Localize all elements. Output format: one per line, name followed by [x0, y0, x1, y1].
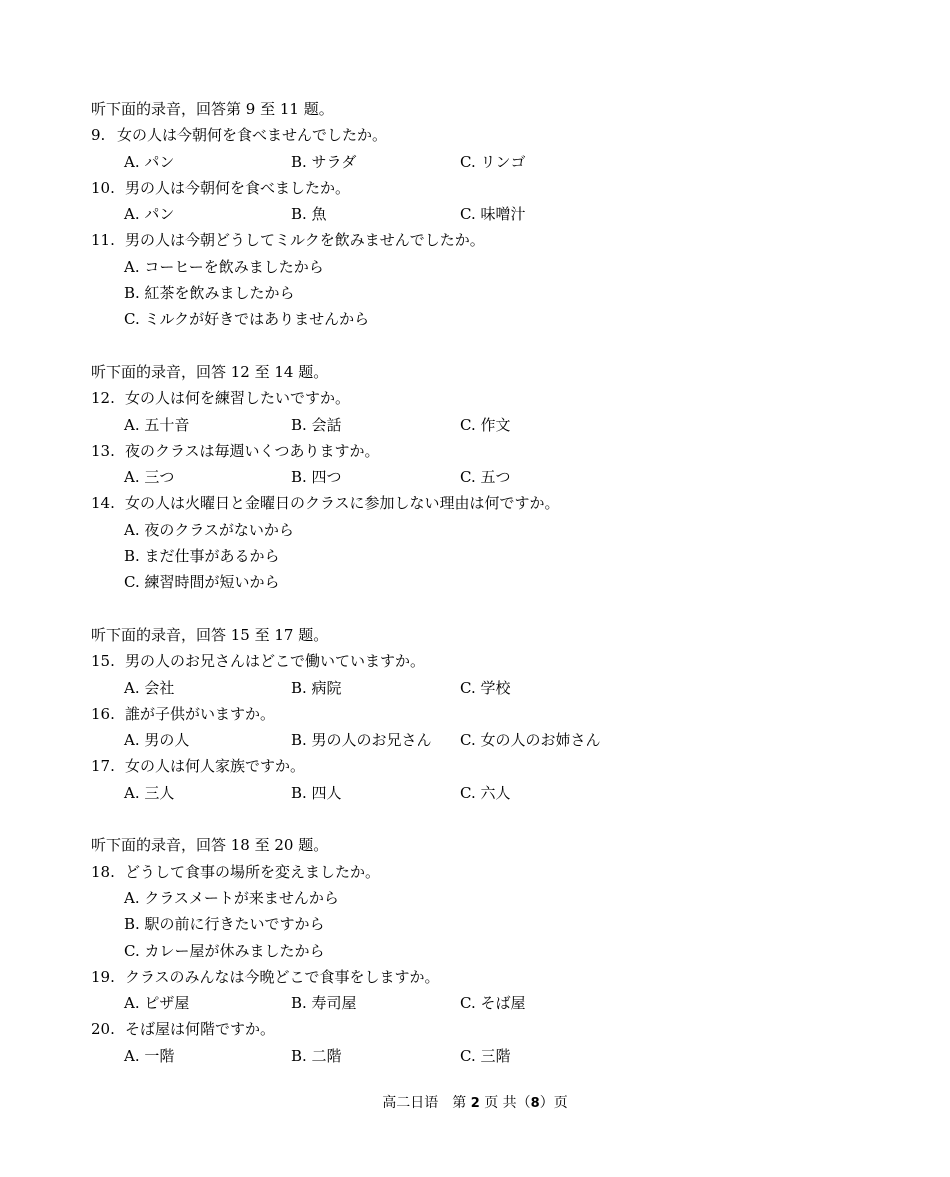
section-heading: 听下面的录音，回答 12 至 14 题。	[91, 362, 329, 381]
footer-total-pages: 8	[530, 1096, 540, 1111]
question-text: どうして食事の場所を変えましたか。	[125, 862, 381, 881]
answer-option-a: A. 三人	[124, 783, 175, 802]
question-number: 9.	[91, 126, 106, 145]
footer-prefix: 高二日语 第	[382, 1095, 467, 1111]
answer-option-b: B. 四人	[291, 783, 342, 802]
question-number: 10.	[91, 178, 115, 197]
answer-option-b: B. 二階	[291, 1046, 342, 1065]
answer-option-c: C. 五つ	[460, 468, 511, 487]
question-number: 14.	[91, 494, 115, 513]
answer-option-a: A. コーヒーを飲みましたから	[124, 257, 324, 276]
section-gap	[91, 596, 871, 622]
answer-option-a: A. パン	[124, 152, 175, 171]
question	[91, 964, 871, 990]
answer-option-b: B. 四つ	[291, 468, 342, 487]
answer-option-a: A. ピザ屋	[124, 994, 190, 1013]
question	[91, 122, 871, 148]
answer-option-c: C. 練習時間が短いから	[124, 573, 280, 592]
answer-option-c: C. リンゴ	[460, 152, 526, 171]
answer-option-c: C. そば屋	[460, 994, 526, 1013]
answer-option-a: A. クラスメートが来ませんから	[124, 888, 339, 907]
answer-option-c: C. 三階	[460, 1046, 511, 1065]
answer-option-b: B. 会話	[291, 415, 342, 434]
question-number: 18.	[91, 862, 115, 881]
answer-option-c: C. 女の人のお姉さん	[460, 731, 601, 750]
option-row	[91, 675, 871, 701]
question-text: 女の人は何人家族ですか。	[125, 757, 306, 776]
answer-option-a: A. 五十音	[124, 415, 190, 434]
answer-option-a: A. 会社	[124, 678, 175, 697]
question-number: 16.	[91, 704, 115, 723]
option-row	[91, 464, 871, 490]
option-row	[91, 149, 871, 175]
question	[91, 175, 871, 201]
question	[91, 385, 871, 411]
page-footer	[0, 1093, 950, 1114]
exam-content	[91, 96, 871, 1069]
section-heading: 听下面的录音，回答 15 至 17 题。	[91, 625, 329, 644]
section-gap	[91, 333, 871, 359]
question-text: 夜のクラスは毎週いくつありますか。	[125, 441, 380, 460]
answer-option-a: A. 一階	[124, 1046, 175, 1065]
answer-option-b: B. 駅の前に行きたいですから	[124, 915, 325, 934]
question	[91, 859, 871, 885]
answer-option-b: B. 男の人のお兄さん	[291, 731, 432, 750]
question-number: 20.	[91, 1020, 115, 1039]
footer-suffix: ）页	[539, 1095, 568, 1111]
option-row	[91, 201, 871, 227]
answer-option-a: A. 三つ	[124, 468, 175, 487]
answer-option-b: B. 紅茶を飲みましたから	[124, 284, 295, 303]
footer-page-number: 2	[470, 1096, 480, 1111]
question-text: 女の人は今朝何を食べませんでしたか。	[117, 126, 388, 145]
answer-option-b: B. 病院	[291, 678, 342, 697]
answer-option-c: C. 六人	[460, 783, 511, 802]
answer-option-a: A. 夜のクラスがないから	[124, 520, 294, 539]
footer-middle: 页 共（	[484, 1095, 531, 1111]
question-text: そば屋は何階ですか。	[125, 1020, 276, 1039]
question	[91, 753, 871, 779]
question	[91, 490, 871, 516]
question	[91, 1016, 871, 1042]
option-row	[91, 1043, 871, 1069]
question-text: 女の人は火曜日と金曜日のクラスに参加しない理由は何ですか。	[125, 494, 560, 513]
question-number: 15.	[91, 652, 115, 671]
section-gap	[91, 806, 871, 832]
answer-option-b: B. 寿司屋	[291, 994, 357, 1013]
question	[91, 648, 871, 674]
question-text: 男の人は今朝どうしてミルクを飲みませんでしたか。	[125, 231, 485, 250]
answer-option-b: B. サラダ	[291, 152, 357, 171]
section-heading: 听下面的录音，回答第 9 至 11 题。	[91, 100, 334, 118]
option-row	[91, 990, 871, 1016]
question-number: 12.	[91, 389, 115, 408]
question	[91, 438, 871, 464]
question-text: 女の人は何を練習したいですか。	[125, 389, 351, 408]
question	[91, 701, 871, 727]
answer-option-c: C. 味噌汁	[460, 205, 526, 224]
section-heading: 听下面的录音，回答 18 至 20 题。	[91, 836, 329, 855]
answer-option-c: C. ミルクが好きではありませんから	[124, 310, 370, 329]
answer-option-b: B. 魚	[291, 205, 327, 224]
question-number: 13.	[91, 441, 115, 460]
option-row	[91, 727, 871, 753]
question-text: 男の人は今朝何を食べましたか。	[125, 178, 351, 197]
question-number: 17.	[91, 757, 115, 776]
question-text: クラスのみんなは今晩どこで食事をしますか。	[125, 967, 440, 986]
question-text: 男の人のお兄さんはどこで働いていますか。	[125, 652, 426, 671]
answer-option-c: C. カレー屋が休みましたから	[124, 941, 325, 960]
question-text: 誰が子供がいますか。	[125, 704, 276, 723]
question-number: 19.	[91, 967, 115, 986]
question-number: 11.	[91, 231, 115, 250]
answer-option-c: C. 学校	[460, 678, 511, 697]
option-row	[91, 780, 871, 806]
answer-option-b: B. まだ仕事があるから	[124, 547, 280, 566]
answer-option-a: A. パン	[124, 205, 175, 224]
option-row	[91, 412, 871, 438]
question	[91, 227, 871, 253]
answer-option-a: A. 男の人	[124, 731, 190, 750]
answer-option-c: C. 作文	[460, 415, 511, 434]
